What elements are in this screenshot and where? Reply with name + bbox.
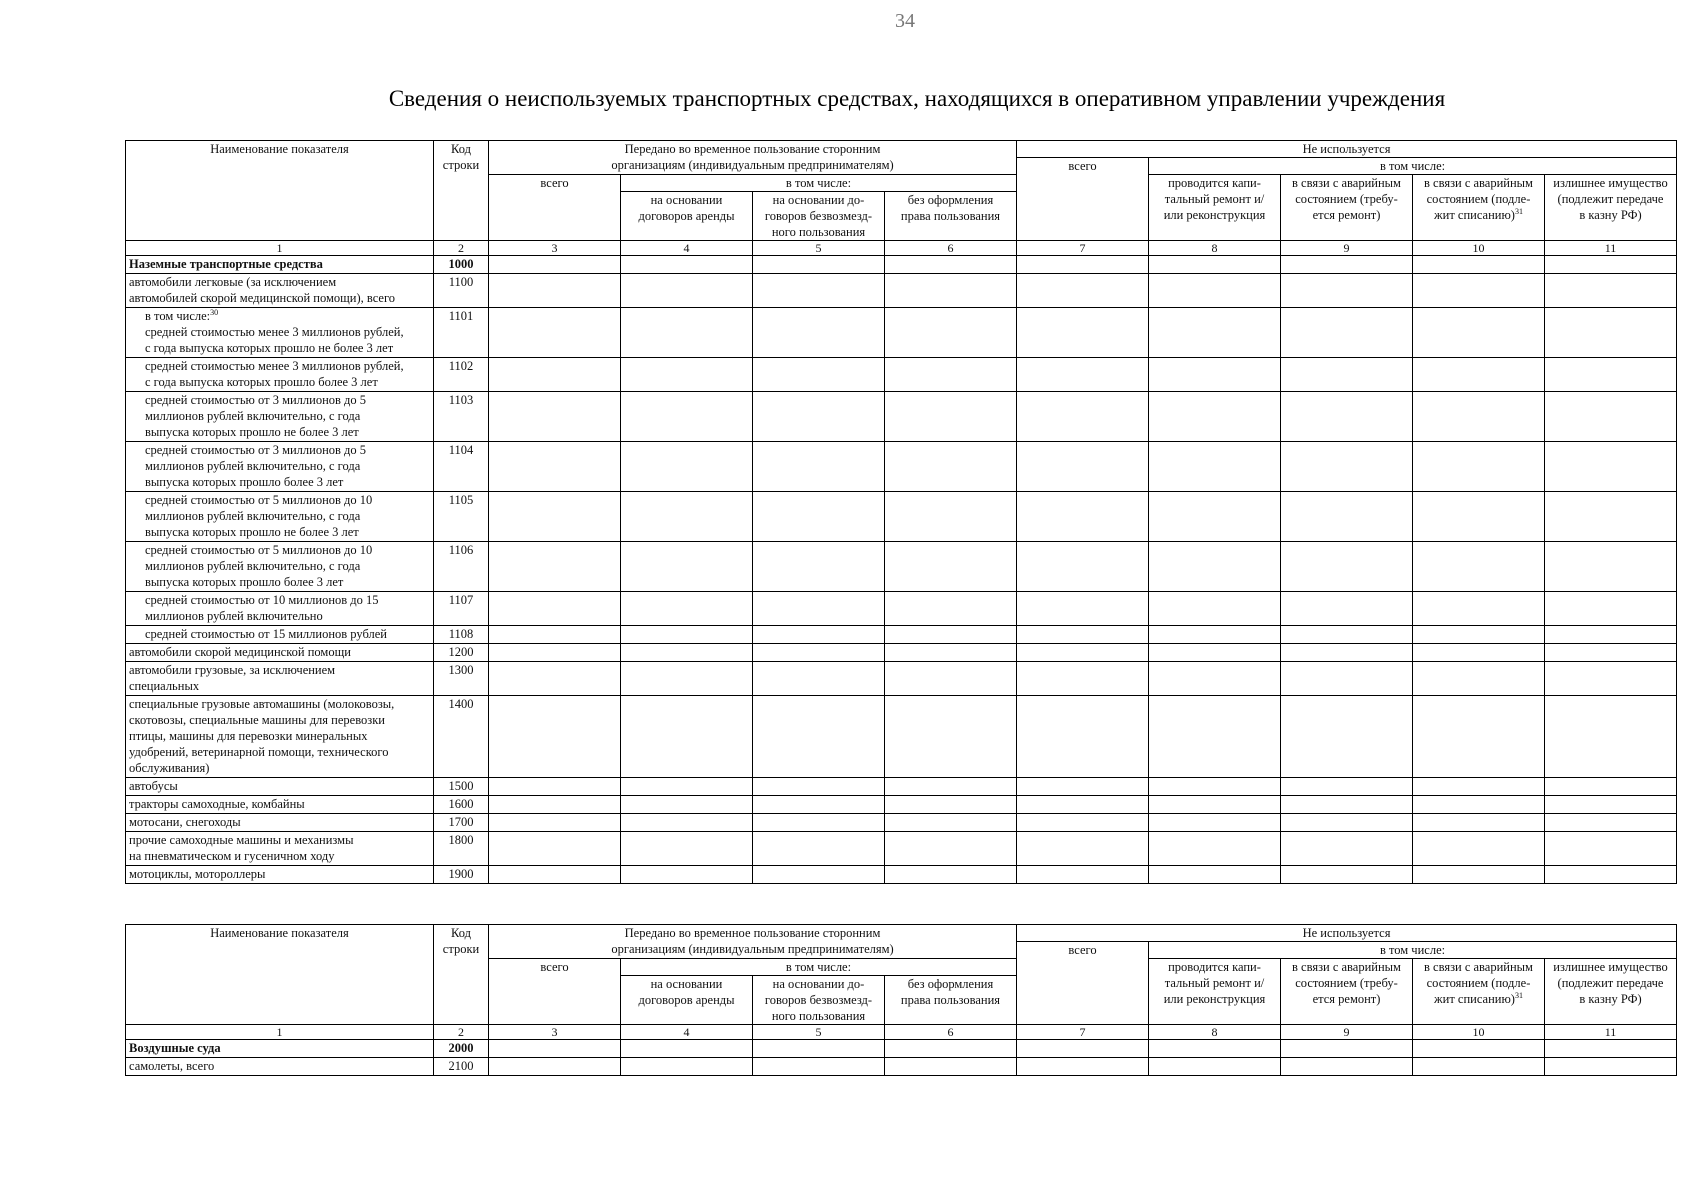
footnote-ref: 30 bbox=[210, 307, 219, 317]
value-cell[interactable] bbox=[1545, 442, 1677, 492]
value-cell[interactable] bbox=[1281, 644, 1413, 662]
value-cell[interactable] bbox=[1413, 796, 1545, 814]
value-cell[interactable] bbox=[753, 778, 885, 796]
value-cell[interactable] bbox=[753, 492, 885, 542]
value-cell[interactable] bbox=[1281, 392, 1413, 442]
value-cell[interactable] bbox=[1149, 592, 1281, 626]
value-cell[interactable] bbox=[489, 1040, 621, 1058]
indicator-name: средней стоимостью от 5 миллионов до 10 миллионов рублей включительно, с года выпуска которых прошло не более 3 лет bbox=[126, 492, 434, 542]
row-code: 1900 bbox=[434, 866, 489, 884]
table-row bbox=[126, 256, 1677, 274]
table-row bbox=[126, 308, 1677, 358]
indicator-name: средней стоимостью от 15 миллионов рублей bbox=[126, 626, 434, 644]
value-cell[interactable] bbox=[621, 592, 753, 626]
value-cell[interactable] bbox=[1017, 542, 1149, 592]
value-cell[interactable] bbox=[1281, 492, 1413, 542]
value-cell[interactable] bbox=[1413, 442, 1545, 492]
value-cell[interactable] bbox=[489, 644, 621, 662]
value-cell[interactable] bbox=[1545, 308, 1677, 358]
row-code: 1300 bbox=[434, 662, 489, 696]
value-cell[interactable] bbox=[1149, 814, 1281, 832]
row-code: 1103 bbox=[434, 392, 489, 442]
table-row bbox=[126, 832, 1677, 866]
value-cell[interactable] bbox=[621, 696, 753, 778]
value-cell[interactable] bbox=[621, 866, 753, 884]
indicator-name: автобусы bbox=[126, 778, 434, 796]
value-cell[interactable] bbox=[753, 814, 885, 832]
indicator-name: специальные грузовые автомашины (молоковозы, скотовозы, специальные машины для перевозки птицы, машины для перевозки минеральных удобрений, ветеринарной помощи, технического обслуживания) bbox=[126, 696, 434, 778]
column-number: 5 bbox=[753, 1025, 885, 1040]
value-cell[interactable] bbox=[753, 832, 885, 866]
value-cell[interactable] bbox=[1281, 308, 1413, 358]
value-cell[interactable] bbox=[1017, 308, 1149, 358]
column-numbers-row bbox=[126, 1025, 1677, 1040]
value-cell[interactable] bbox=[885, 866, 1017, 884]
value-cell[interactable] bbox=[489, 392, 621, 442]
value-cell[interactable] bbox=[1017, 442, 1149, 492]
value-cell[interactable] bbox=[1413, 358, 1545, 392]
value-cell[interactable] bbox=[1017, 778, 1149, 796]
value-cell[interactable] bbox=[885, 492, 1017, 542]
value-cell[interactable] bbox=[753, 696, 885, 778]
value-cell[interactable] bbox=[753, 662, 885, 696]
value-cell[interactable] bbox=[1017, 1058, 1149, 1076]
indicator-name: средней стоимостью от 3 миллионов до 5 миллионов рублей включительно, с года выпуска которых прошло более 3 лет bbox=[126, 442, 434, 492]
header-indicator-name: Наименование показателя bbox=[126, 141, 434, 241]
value-cell[interactable] bbox=[885, 1058, 1017, 1076]
value-cell[interactable] bbox=[885, 392, 1017, 442]
aircraft-table bbox=[125, 924, 1677, 1076]
value-cell[interactable] bbox=[621, 644, 753, 662]
value-cell[interactable] bbox=[1017, 814, 1149, 832]
value-cell[interactable] bbox=[753, 1040, 885, 1058]
header-transferred-group: Передано во временное пользование сторонним организациям (индивидуальным предпринимателям) bbox=[489, 925, 1017, 959]
column-number: 5 bbox=[753, 241, 885, 256]
value-cell[interactable] bbox=[621, 256, 753, 274]
indicator-name: мотоциклы, мотороллеры bbox=[126, 866, 434, 884]
column-numbers-row bbox=[126, 241, 1677, 256]
value-cell[interactable] bbox=[885, 778, 1017, 796]
header-emergency-repair: в связи с аварийным состоянием (требу- ется ремонт) bbox=[1281, 959, 1413, 1025]
row-code: 1000 bbox=[434, 256, 489, 274]
table-row bbox=[126, 274, 1677, 308]
row-code: 1105 bbox=[434, 492, 489, 542]
value-cell[interactable] bbox=[1413, 492, 1545, 542]
value-cell[interactable] bbox=[753, 256, 885, 274]
value-cell[interactable] bbox=[489, 592, 621, 626]
header-unused-including: в том числе: bbox=[1149, 942, 1677, 959]
value-cell[interactable] bbox=[1281, 696, 1413, 778]
column-number: 7 bbox=[1017, 241, 1149, 256]
value-cell[interactable] bbox=[1413, 308, 1545, 358]
table-row bbox=[126, 662, 1677, 696]
value-cell[interactable] bbox=[1413, 1040, 1545, 1058]
column-number: 8 bbox=[1149, 1025, 1281, 1040]
row-code: 2000 bbox=[434, 1040, 489, 1058]
value-cell[interactable] bbox=[489, 796, 621, 814]
value-cell[interactable] bbox=[885, 256, 1017, 274]
header-emergency-repair: в связи с аварийным состоянием (требу- ется ремонт) bbox=[1281, 175, 1413, 241]
value-cell[interactable] bbox=[1545, 392, 1677, 442]
header-transferred-including: в том числе: bbox=[621, 175, 1017, 192]
value-cell[interactable] bbox=[1017, 644, 1149, 662]
value-cell[interactable] bbox=[621, 358, 753, 392]
value-cell[interactable] bbox=[1017, 866, 1149, 884]
header-unused-group: Не используется bbox=[1017, 141, 1677, 158]
header-free-use: на основании до- говоров безвозмезд- ного пользования bbox=[753, 976, 885, 1025]
value-cell[interactable] bbox=[1149, 866, 1281, 884]
value-cell[interactable] bbox=[753, 1058, 885, 1076]
indicator-name: средней стоимостью от 10 миллионов до 15 миллионов рублей включительно bbox=[126, 592, 434, 626]
value-cell[interactable] bbox=[621, 392, 753, 442]
value-cell[interactable] bbox=[489, 626, 621, 644]
value-cell[interactable] bbox=[885, 696, 1017, 778]
value-cell[interactable] bbox=[885, 592, 1017, 626]
value-cell[interactable] bbox=[753, 796, 885, 814]
column-number: 8 bbox=[1149, 241, 1281, 256]
indicator-name: прочие самоходные машины и механизмы на пневматическом и гусеничном ходу bbox=[126, 832, 434, 866]
value-cell[interactable] bbox=[621, 832, 753, 866]
header-row-code: Код строки bbox=[434, 141, 489, 241]
value-cell[interactable] bbox=[1413, 832, 1545, 866]
value-cell[interactable] bbox=[489, 662, 621, 696]
column-number: 11 bbox=[1545, 241, 1677, 256]
table-row bbox=[126, 778, 1677, 796]
value-cell[interactable] bbox=[753, 542, 885, 592]
column-number: 1 bbox=[126, 1025, 434, 1040]
value-cell[interactable] bbox=[1281, 274, 1413, 308]
value-cell[interactable] bbox=[1545, 1058, 1677, 1076]
row-code: 1600 bbox=[434, 796, 489, 814]
value-cell[interactable] bbox=[1149, 696, 1281, 778]
header-free-use: на основании до- говоров безвозмезд- ного пользования bbox=[753, 192, 885, 241]
table-row bbox=[126, 644, 1677, 662]
value-cell[interactable] bbox=[1149, 256, 1281, 274]
value-cell[interactable] bbox=[1413, 274, 1545, 308]
value-cell[interactable] bbox=[621, 814, 753, 832]
value-cell[interactable] bbox=[621, 1040, 753, 1058]
ground-vehicles-table bbox=[125, 140, 1677, 884]
row-code: 1100 bbox=[434, 274, 489, 308]
value-cell[interactable] bbox=[489, 696, 621, 778]
value-cell[interactable] bbox=[1149, 392, 1281, 442]
value-cell[interactable] bbox=[621, 796, 753, 814]
value-cell[interactable] bbox=[489, 308, 621, 358]
value-cell[interactable] bbox=[1281, 442, 1413, 492]
column-number: 3 bbox=[489, 1025, 621, 1040]
value-cell[interactable] bbox=[753, 442, 885, 492]
value-cell[interactable] bbox=[1281, 814, 1413, 832]
row-code: 1500 bbox=[434, 778, 489, 796]
value-cell[interactable] bbox=[489, 1058, 621, 1076]
value-cell[interactable] bbox=[621, 442, 753, 492]
column-number: 2 bbox=[434, 241, 489, 256]
value-cell[interactable] bbox=[621, 308, 753, 358]
header-lease: на основании договоров аренды bbox=[621, 192, 753, 241]
header-emergency-writeoff: в связи с аварийным состоянием (подле- жит списанию)$^{31}$ bbox=[1413, 959, 1545, 1025]
header-surplus-property: излишнее имущество (подлежит передаче в казну РФ) bbox=[1545, 175, 1677, 241]
value-cell[interactable] bbox=[489, 442, 621, 492]
value-cell[interactable] bbox=[1149, 492, 1281, 542]
value-cell[interactable] bbox=[885, 358, 1017, 392]
value-cell[interactable] bbox=[489, 542, 621, 592]
table-row bbox=[126, 796, 1677, 814]
value-cell[interactable] bbox=[1149, 626, 1281, 644]
header-indicator-name: Наименование показателя bbox=[126, 925, 434, 1025]
value-cell[interactable] bbox=[1413, 662, 1545, 696]
value-cell[interactable] bbox=[1017, 832, 1149, 866]
value-cell[interactable] bbox=[489, 492, 621, 542]
row-code: 1108 bbox=[434, 626, 489, 644]
value-cell[interactable] bbox=[1017, 1040, 1149, 1058]
value-cell[interactable] bbox=[1017, 392, 1149, 442]
value-cell[interactable] bbox=[885, 308, 1017, 358]
table-row bbox=[126, 696, 1677, 778]
value-cell[interactable] bbox=[621, 274, 753, 308]
value-cell[interactable] bbox=[885, 644, 1017, 662]
value-cell[interactable] bbox=[1017, 274, 1149, 308]
column-number: 1 bbox=[126, 241, 434, 256]
value-cell[interactable] bbox=[1545, 662, 1677, 696]
header-row-code: Код строки bbox=[434, 925, 489, 1025]
value-cell[interactable] bbox=[1281, 796, 1413, 814]
value-cell[interactable] bbox=[1413, 542, 1545, 592]
value-cell[interactable] bbox=[1545, 796, 1677, 814]
value-cell[interactable] bbox=[1149, 778, 1281, 796]
value-cell[interactable] bbox=[1413, 866, 1545, 884]
table-row bbox=[126, 392, 1677, 442]
column-number: 2 bbox=[434, 1025, 489, 1040]
value-cell[interactable] bbox=[1413, 696, 1545, 778]
page-number: 34 bbox=[895, 10, 915, 32]
value-cell[interactable] bbox=[1413, 644, 1545, 662]
indicator-name: средней стоимостью от 3 миллионов до 5 миллионов рублей включительно, с года выпуска которых прошло не более 3 лет bbox=[126, 392, 434, 442]
value-cell[interactable] bbox=[489, 814, 621, 832]
value-cell[interactable] bbox=[1017, 358, 1149, 392]
value-cell[interactable] bbox=[1413, 778, 1545, 796]
value-cell[interactable] bbox=[885, 274, 1017, 308]
value-cell[interactable] bbox=[1281, 1040, 1413, 1058]
value-cell[interactable] bbox=[1017, 662, 1149, 696]
value-cell[interactable] bbox=[1149, 662, 1281, 696]
value-cell[interactable] bbox=[1545, 626, 1677, 644]
value-cell[interactable] bbox=[753, 626, 885, 644]
value-cell[interactable] bbox=[885, 1040, 1017, 1058]
value-cell[interactable] bbox=[1413, 592, 1545, 626]
value-cell[interactable] bbox=[1413, 256, 1545, 274]
value-cell[interactable] bbox=[1281, 592, 1413, 626]
document-title: Сведения о неиспользуемых транспортных средствах, находящихся в оперативном управлении учреждения bbox=[388, 86, 1446, 111]
value-cell[interactable] bbox=[1017, 256, 1149, 274]
value-cell[interactable] bbox=[1281, 866, 1413, 884]
value-cell[interactable] bbox=[885, 542, 1017, 592]
header-no-right: без оформления права пользования bbox=[885, 976, 1017, 1025]
header-transferred-including: в том числе: bbox=[621, 959, 1017, 976]
header-surplus-property: излишнее имущество (подлежит передаче в казну РФ) bbox=[1545, 959, 1677, 1025]
header-unused-group: Не используется bbox=[1017, 925, 1677, 942]
indicator-name: автомобили легковые (за исключением автомобилей скорой медицинской помощи), всего bbox=[126, 274, 434, 308]
indicator-name: средней стоимостью от 5 миллионов до 10 миллионов рублей включительно, с года выпуска которых прошло более 3 лет bbox=[126, 542, 434, 592]
value-cell[interactable] bbox=[753, 274, 885, 308]
value-cell[interactable] bbox=[1545, 492, 1677, 542]
value-cell[interactable] bbox=[885, 626, 1017, 644]
value-cell[interactable] bbox=[1545, 644, 1677, 662]
row-code: 1104 bbox=[434, 442, 489, 492]
header-capital-repair: проводится капи- тальный ремонт и/ или реконструкция bbox=[1149, 959, 1281, 1025]
value-cell[interactable] bbox=[621, 492, 753, 542]
value-cell[interactable] bbox=[753, 308, 885, 358]
value-cell[interactable] bbox=[1545, 866, 1677, 884]
value-cell[interactable] bbox=[1017, 592, 1149, 626]
value-cell[interactable] bbox=[1149, 358, 1281, 392]
indicator-name: Наземные транспортные средства bbox=[126, 256, 434, 274]
value-cell[interactable] bbox=[621, 542, 753, 592]
value-cell[interactable] bbox=[1545, 1040, 1677, 1058]
value-cell[interactable] bbox=[1149, 542, 1281, 592]
value-cell[interactable] bbox=[621, 1058, 753, 1076]
column-number: 10 bbox=[1413, 1025, 1545, 1040]
value-cell[interactable] bbox=[489, 778, 621, 796]
row-code: 1700 bbox=[434, 814, 489, 832]
header-emergency-writeoff: в связи с аварийным состоянием (подле- жит списанию)$^{31}$ bbox=[1413, 175, 1545, 241]
value-cell[interactable] bbox=[1017, 626, 1149, 644]
header-transferred-total: всего bbox=[489, 959, 621, 1025]
value-cell[interactable] bbox=[489, 866, 621, 884]
value-cell[interactable] bbox=[1281, 256, 1413, 274]
row-code: 1107 bbox=[434, 592, 489, 626]
row-code: 1200 bbox=[434, 644, 489, 662]
indicator-name: Воздушные суда bbox=[126, 1040, 434, 1058]
value-cell[interactable] bbox=[1545, 592, 1677, 626]
column-number: 9 bbox=[1281, 241, 1413, 256]
row-code: 1400 bbox=[434, 696, 489, 778]
value-cell[interactable] bbox=[621, 662, 753, 696]
table-row bbox=[126, 492, 1677, 542]
table-row bbox=[126, 1058, 1677, 1076]
indicator-name: автомобили грузовые, за исключением специальных bbox=[126, 662, 434, 696]
value-cell[interactable] bbox=[1545, 696, 1677, 778]
value-cell[interactable] bbox=[489, 832, 621, 866]
value-cell[interactable] bbox=[753, 592, 885, 626]
table-row bbox=[126, 814, 1677, 832]
row-code: 1101 bbox=[434, 308, 489, 358]
indicator-name: самолеты, всего bbox=[126, 1058, 434, 1076]
table-row bbox=[126, 542, 1677, 592]
value-cell[interactable] bbox=[1413, 626, 1545, 644]
header-unused-including: в том числе: bbox=[1149, 158, 1677, 175]
value-cell[interactable] bbox=[885, 442, 1017, 492]
row-code: 2100 bbox=[434, 1058, 489, 1076]
value-cell[interactable] bbox=[1149, 832, 1281, 866]
value-cell[interactable] bbox=[1281, 778, 1413, 796]
value-cell[interactable] bbox=[1149, 1058, 1281, 1076]
value-cell[interactable] bbox=[489, 256, 621, 274]
column-number: 10 bbox=[1413, 241, 1545, 256]
indicator-name: средней стоимостью менее 3 миллионов рублей, с года выпуска которых прошло более 3 лет bbox=[126, 358, 434, 392]
row-code: 1106 bbox=[434, 542, 489, 592]
value-cell[interactable] bbox=[753, 358, 885, 392]
column-number: 11 bbox=[1545, 1025, 1677, 1040]
column-number: 7 bbox=[1017, 1025, 1149, 1040]
value-cell[interactable] bbox=[1545, 542, 1677, 592]
value-cell[interactable] bbox=[621, 778, 753, 796]
value-cell[interactable] bbox=[1413, 392, 1545, 442]
value-cell[interactable] bbox=[1149, 644, 1281, 662]
value-cell[interactable] bbox=[1281, 358, 1413, 392]
value-cell[interactable] bbox=[1545, 274, 1677, 308]
header-no-right: без оформления права пользования bbox=[885, 192, 1017, 241]
header-capital-repair: проводится капи- тальный ремонт и/ или реконструкция bbox=[1149, 175, 1281, 241]
column-number: 4 bbox=[621, 241, 753, 256]
value-cell[interactable] bbox=[885, 814, 1017, 832]
value-cell[interactable] bbox=[1149, 308, 1281, 358]
value-cell[interactable] bbox=[1149, 796, 1281, 814]
value-cell[interactable] bbox=[1281, 662, 1413, 696]
column-number: 9 bbox=[1281, 1025, 1413, 1040]
indicator-name: в том числе:$^{30}$ средней стоимостью менее 3 миллионов рублей, с года выпуска которых прошло не более 3 лет bbox=[126, 308, 434, 358]
value-cell[interactable] bbox=[885, 662, 1017, 696]
value-cell[interactable] bbox=[753, 644, 885, 662]
table-row bbox=[126, 1040, 1677, 1058]
indicator-name: мотосани, снегоходы bbox=[126, 814, 434, 832]
value-cell[interactable] bbox=[1545, 778, 1677, 796]
value-cell[interactable] bbox=[1149, 1040, 1281, 1058]
value-cell[interactable] bbox=[621, 626, 753, 644]
value-cell[interactable] bbox=[489, 358, 621, 392]
header-unused-total: всего bbox=[1017, 158, 1149, 241]
table-row bbox=[126, 866, 1677, 884]
value-cell[interactable] bbox=[1545, 256, 1677, 274]
value-cell[interactable] bbox=[753, 866, 885, 884]
table-row bbox=[126, 592, 1677, 626]
value-cell[interactable] bbox=[1545, 358, 1677, 392]
row-code: 1102 bbox=[434, 358, 489, 392]
value-cell[interactable] bbox=[753, 392, 885, 442]
row-code: 1800 bbox=[434, 832, 489, 866]
value-cell[interactable] bbox=[1017, 796, 1149, 814]
value-cell[interactable] bbox=[1017, 492, 1149, 542]
column-number: 4 bbox=[621, 1025, 753, 1040]
value-cell[interactable] bbox=[489, 274, 621, 308]
value-cell[interactable] bbox=[1017, 696, 1149, 778]
value-cell[interactable] bbox=[885, 796, 1017, 814]
value-cell[interactable] bbox=[1413, 814, 1545, 832]
value-cell[interactable] bbox=[1149, 442, 1281, 492]
value-cell[interactable] bbox=[1281, 626, 1413, 644]
value-cell[interactable] bbox=[885, 832, 1017, 866]
column-number: 6 bbox=[885, 1025, 1017, 1040]
value-cell[interactable] bbox=[1545, 832, 1677, 866]
table-row bbox=[126, 358, 1677, 392]
column-number: 6 bbox=[885, 241, 1017, 256]
header-transferred-group: Передано во временное пользование сторонним организациям (индивидуальным предпринимателям) bbox=[489, 141, 1017, 175]
table-row bbox=[126, 442, 1677, 492]
header-lease: на основании договоров аренды bbox=[621, 976, 753, 1025]
header-transferred-total: всего bbox=[489, 175, 621, 241]
value-cell[interactable] bbox=[1281, 832, 1413, 866]
value-cell[interactable] bbox=[1281, 1058, 1413, 1076]
value-cell[interactable] bbox=[1149, 274, 1281, 308]
indicator-name: автомобили скорой медицинской помощи bbox=[126, 644, 434, 662]
value-cell[interactable] bbox=[1413, 1058, 1545, 1076]
indicator-name: тракторы самоходные, комбайны bbox=[126, 796, 434, 814]
value-cell[interactable] bbox=[1281, 542, 1413, 592]
header-unused-total: всего bbox=[1017, 942, 1149, 1025]
value-cell[interactable] bbox=[1545, 814, 1677, 832]
column-number: 3 bbox=[489, 241, 621, 256]
table-row bbox=[126, 626, 1677, 644]
